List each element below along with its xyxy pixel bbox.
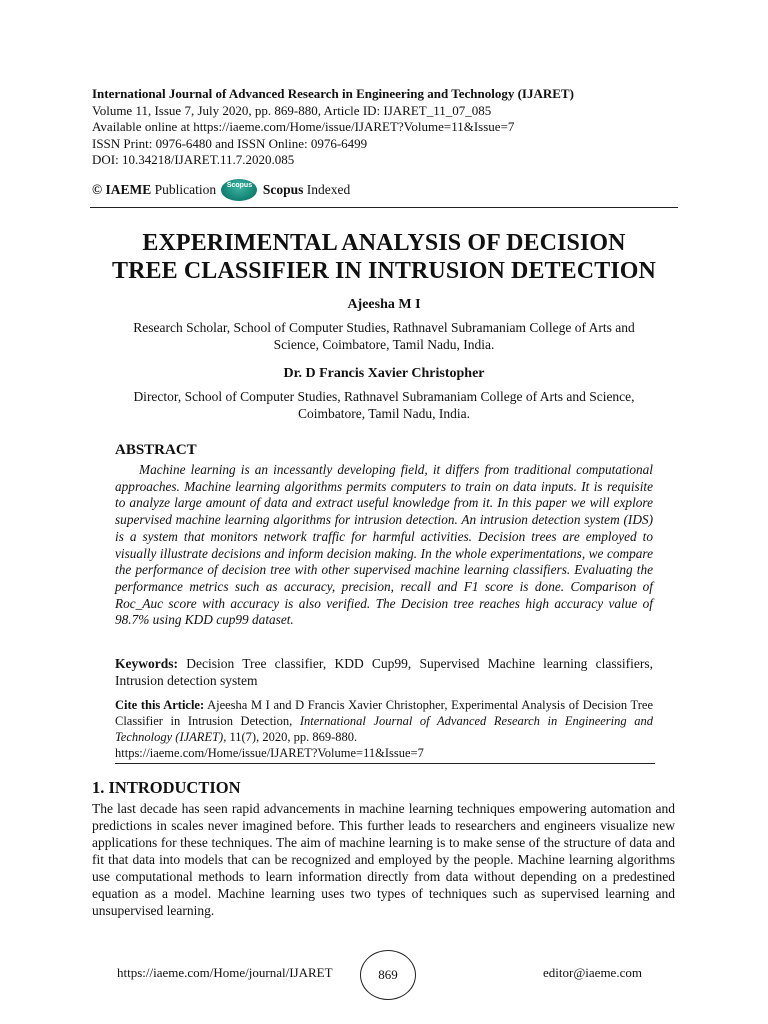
publication-row bbox=[92, 182, 350, 210]
cite-text: Ajeesha M I and D Francis Xavier Christopher, Experimental Analysis of Decision Tree Classifier in Intrusion Detection, bbox=[115, 698, 654, 728]
keywords bbox=[115, 655, 653, 689]
author-2-affiliation bbox=[90, 388, 678, 422]
scopus-label: Scopus bbox=[262, 182, 304, 197]
header-divider bbox=[90, 207, 678, 208]
publisher-name: © IAEME bbox=[92, 182, 152, 197]
cite-journal: International Journal of Advanced Research in Engineering and Technology (IJARET), bbox=[115, 714, 653, 744]
cite-volume-pages: 11(7), 2020, pp. 869-880. bbox=[226, 730, 358, 744]
abstract-heading: ABSTRACT bbox=[115, 442, 197, 458]
affiliation-line: Director, School of Computer Studies, Rathnavel Subramaniam College of Arts and Science, bbox=[133, 389, 635, 404]
doi-line: DOI: 10.34218/IJARET.11.7.2020.085 bbox=[92, 152, 295, 167]
author-1-affiliation bbox=[90, 319, 678, 353]
footer-journal-link[interactable]: https://iaeme.com/Home/journal/IJARET bbox=[117, 965, 333, 980]
issn-line: ISSN Print: 0976-6480 and ISSN Online: 0976-6499 bbox=[92, 135, 368, 151]
available-online-line: Available online at https://iaeme.com/Home/issue/IJARET?Volume=11&Issue=7 bbox=[92, 119, 515, 134]
page-number: 869 bbox=[360, 950, 416, 1000]
footer-email-link[interactable]: editor@iaeme.com bbox=[543, 965, 642, 980]
title-line-1: EXPERIMENTAL ANALYSIS OF DECISION bbox=[142, 230, 626, 256]
keywords-text: Decision Tree classifier, KDD Cup99, Supervised Machine learning classifiers, Intrusion detection system bbox=[115, 656, 653, 688]
title-line-2: TREE CLASSIFIER IN INTRUSION DETECTION bbox=[112, 258, 656, 284]
publisher-suffix: Publication bbox=[151, 182, 217, 197]
journal-title: International Journal of Advanced Research in Engineering and Technology (IJARET) bbox=[92, 86, 574, 101]
keywords-label: Keywords: bbox=[115, 656, 178, 671]
author-2-name: Dr. D Francis Xavier Christopher bbox=[283, 366, 485, 381]
affiliation-line: Research Scholar, School of Computer Studies, Rathnavel Subramaniam College of Arts and bbox=[133, 320, 635, 335]
abstract-divider bbox=[115, 763, 655, 764]
author-1-name: Ajeesha M I bbox=[347, 297, 421, 312]
scopus-suffix: Indexed bbox=[303, 182, 351, 197]
introduction-heading: 1. INTRODUCTION bbox=[92, 778, 241, 797]
affiliation-line: Coimbatore, Tamil Nadu, India. bbox=[297, 406, 471, 421]
introduction-text: The last decade has seen rapid advancements in machine learning techniques empowering automation and predictions in scales never imagined before. This further leads to researchers and engineers visualize new applications for these techniques. The aim of machine learning is to make sense of the structure of data and fit that data into models that can be recognized and employed by the people. Machine learning algorithms use computational methods to learn information directly from data without depending on a predestined equation as a model. Machine learning uses two types of techniques such as supervised learning and unsupervised learning. bbox=[92, 801, 675, 918]
cite-url-link[interactable]: https://iaeme.com/Home/issue/IJARET?Volume=11&Issue=7 bbox=[115, 746, 424, 760]
volume-line: Volume 11, Issue 7, July 2020, pp. 869-880, Article ID: IJARET_11_07_085 bbox=[92, 102, 492, 118]
scopus-logo-icon: Scopus bbox=[221, 179, 257, 201]
cite-this-article bbox=[115, 697, 653, 761]
abstract-text: Machine learning is an incessantly developing field, it differs from traditional computational approaches. Machine learning algorithms permits computers to train on data inputs. It is requisite to analyze large amount of data and extract useful knowledge from it. In this paper we will explore supervised machine learning algorithms for intrusion detection. An intrusion detection system (IDS) is a system that monitors network traffic for harmful activities. Decision trees are employed to visually illustrate decisions and inform decision making. In the whole experimentations, we compare the performance of decision tree with other supervised machine learning classifiers. Evaluating the performance metrics such as accuracy, precision, recall and F1 score is done. Comparison of Roc_Auc score with accuracy is also verified. The Decision tree reaches high accuracy value of 98.7% using KDD cup99 dataset. bbox=[115, 462, 653, 628]
journal-header bbox=[92, 86, 692, 169]
paper-title bbox=[84, 229, 684, 285]
cite-label: Cite this Article: bbox=[115, 698, 205, 712]
affiliation-line: Science, Coimbatore, Tamil Nadu, India. bbox=[273, 337, 495, 352]
